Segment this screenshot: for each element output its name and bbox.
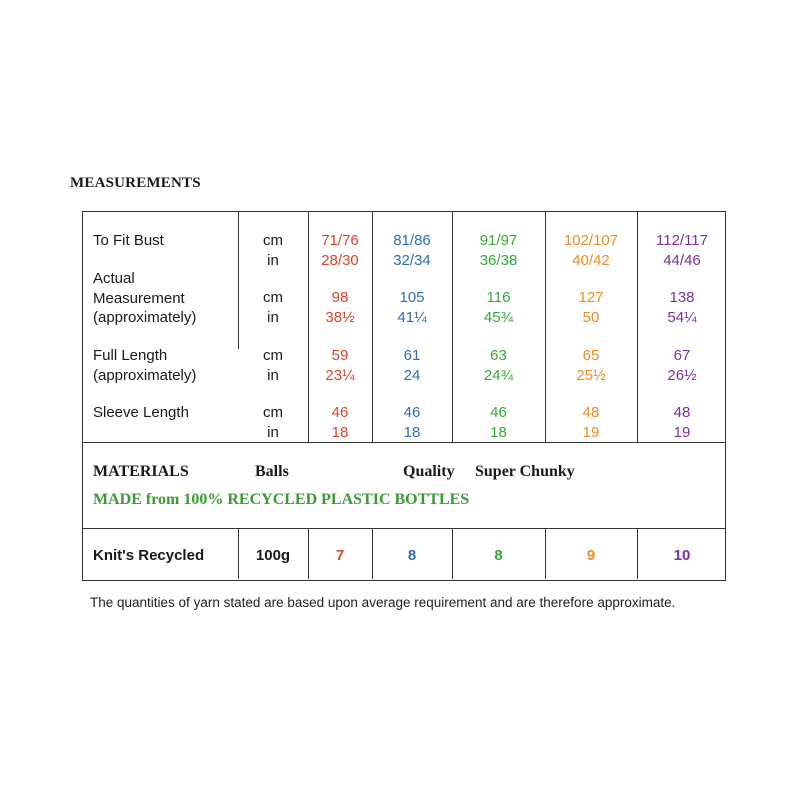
quality-value: Super Chunky <box>475 463 575 480</box>
size-5-bust: 112/117 44/46 <box>656 232 708 269</box>
size-2-actual: 105 41¼ <box>397 289 427 326</box>
units-actual: cm in <box>263 289 283 326</box>
size-2-length: 61 24 <box>403 347 421 384</box>
row-label-length: Full Length (approximately) <box>93 347 197 384</box>
materials-note: MADE from 100% RECYCLED PLASTIC BOTTLES <box>93 491 470 508</box>
balls-label: Balls <box>255 463 289 480</box>
units-bust: cm in <box>263 232 283 269</box>
size-4-balls: 9 <box>586 547 596 564</box>
divider <box>83 442 725 443</box>
quality-label: Quality <box>403 463 455 480</box>
size-2-balls: 8 <box>407 547 417 564</box>
size-3-bust: 91/97 36/38 <box>479 232 518 269</box>
size-1-length: 59 23¼ <box>325 347 355 384</box>
size-1-balls: 7 <box>335 547 345 564</box>
yarn-name: Knit's Recycled <box>93 547 205 564</box>
divider <box>83 528 725 529</box>
size-3-sleeve: 46 18 <box>490 404 507 441</box>
size-1-sleeve: 46 18 <box>331 404 349 441</box>
size-3-balls: 8 <box>494 547 503 564</box>
size-2-bust: 81/86 32/34 <box>393 232 431 269</box>
size-4-length: 65 25½ <box>576 347 606 384</box>
size-4-bust: 102/107 40/42 <box>563 232 619 269</box>
size-4-actual: 127 50 <box>578 289 604 326</box>
size-3-length: 63 24¾ <box>483 347 514 384</box>
materials-label: MATERIALS <box>93 463 189 480</box>
size-5-actual: 138 54¼ <box>667 289 697 326</box>
size-3-actual: 116 45¾ <box>483 289 514 326</box>
units-length: cm in <box>263 347 283 384</box>
footer-note: The quantities of yarn stated are based upon average requirement and are therefore approximate. <box>90 595 676 610</box>
units-sleeve: cm in <box>263 404 283 441</box>
row-label-actual: Actual Measurement (approximately) <box>93 270 197 326</box>
measurements-table <box>82 211 726 581</box>
size-5-sleeve: 48 19 <box>673 404 691 441</box>
row-label-sleeve: Sleeve Length <box>93 404 189 421</box>
size-5-balls: 10 <box>673 547 691 564</box>
size-5-length: 67 26½ <box>667 347 697 384</box>
size-1-bust: 71/76 28/30 <box>321 232 359 269</box>
size-1-actual: 98 38½ <box>325 289 355 326</box>
size-2-sleeve: 46 18 <box>403 404 421 441</box>
size-4-sleeve: 48 19 <box>582 404 600 441</box>
row-label-bust: To Fit Bust <box>93 232 164 249</box>
measurements-heading: MEASUREMENTS <box>70 175 201 191</box>
yarn-weight: 100g <box>255 547 291 564</box>
